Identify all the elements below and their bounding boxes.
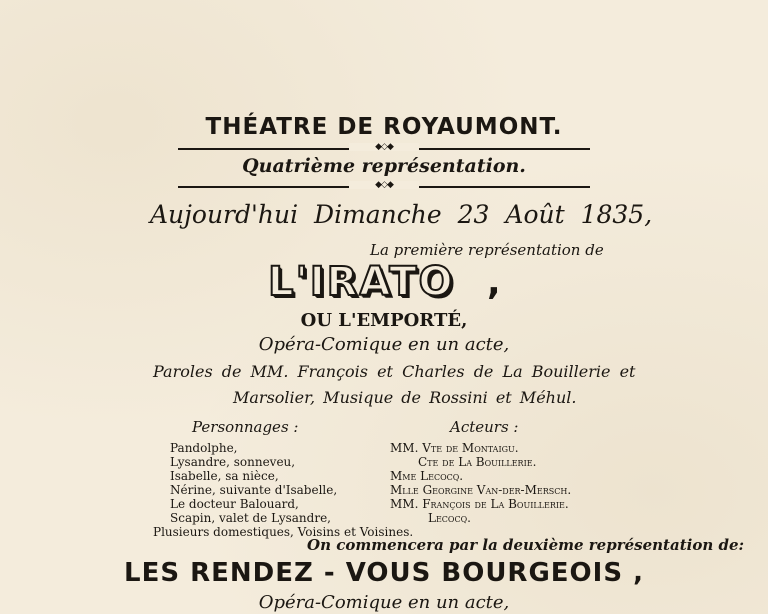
- second-play-genre: Opéra-Comique en un acte,: [258, 592, 510, 613]
- actors-list: [390, 441, 571, 525]
- character-item: Plusieurs domestiques, Voisins et Voisines.: [153, 525, 414, 539]
- character-item: Le docteur Balouard,: [170, 497, 299, 511]
- credits-line-2: Marsolier, Musique de Rossini et Méhul.: [233, 388, 577, 407]
- character-item: Nérine, suivante d'Isabelle,: [170, 483, 338, 497]
- character-item: Pandolphe,: [170, 441, 238, 455]
- premiere-notice: La première représentation de: [370, 241, 604, 259]
- actor-item: Mlle Georgine Van-der-Mersch.: [390, 483, 572, 497]
- actor-item: Mme Lecocq.: [390, 469, 464, 483]
- performance-date: Aujourd'hui Dimanche 23 Août 1835,: [150, 200, 653, 229]
- ornament-top: ◆◇◆: [349, 143, 419, 151]
- main-play-title: L'IRATO: [268, 259, 455, 305]
- ornament-bottom: ◆◇◆: [349, 181, 419, 189]
- main-play-title-comma: ,: [487, 262, 501, 303]
- credits-line-1: Paroles de MM. François et Charles de La Bouillerie et: [153, 362, 636, 381]
- main-play-subtitle: OU L'EMPORTÉ,: [300, 310, 468, 331]
- opening-announcement: On commencera par la deuxième représentation de:: [307, 536, 745, 554]
- actor-item: Lecocq.: [428, 511, 471, 525]
- actor-item: MM. François de La Bouillerie.: [390, 497, 569, 511]
- theatre-name: THÉATRE DE ROYAUMONT.: [205, 114, 563, 140]
- actor-item: MM. Vte de Montaigu.: [390, 441, 519, 455]
- character-item: Scapin, valet de Lysandre,: [170, 511, 331, 525]
- character-item: Isabelle, sa nièce,: [170, 469, 279, 483]
- actors-heading: Acteurs :: [450, 418, 519, 436]
- character-item: Lysandre, sonneveu,: [170, 455, 296, 469]
- second-play-title: LES RENDEZ - VOUS BOURGEOIS ,: [124, 558, 644, 588]
- actor-item: Cte de La Bouillerie.: [418, 455, 537, 469]
- main-play-genre: Opéra-Comique en un acte,: [258, 334, 510, 355]
- characters-heading: Personnages :: [192, 418, 299, 436]
- representation-number: Quatrième représentation.: [242, 155, 526, 177]
- characters-list: [153, 441, 413, 539]
